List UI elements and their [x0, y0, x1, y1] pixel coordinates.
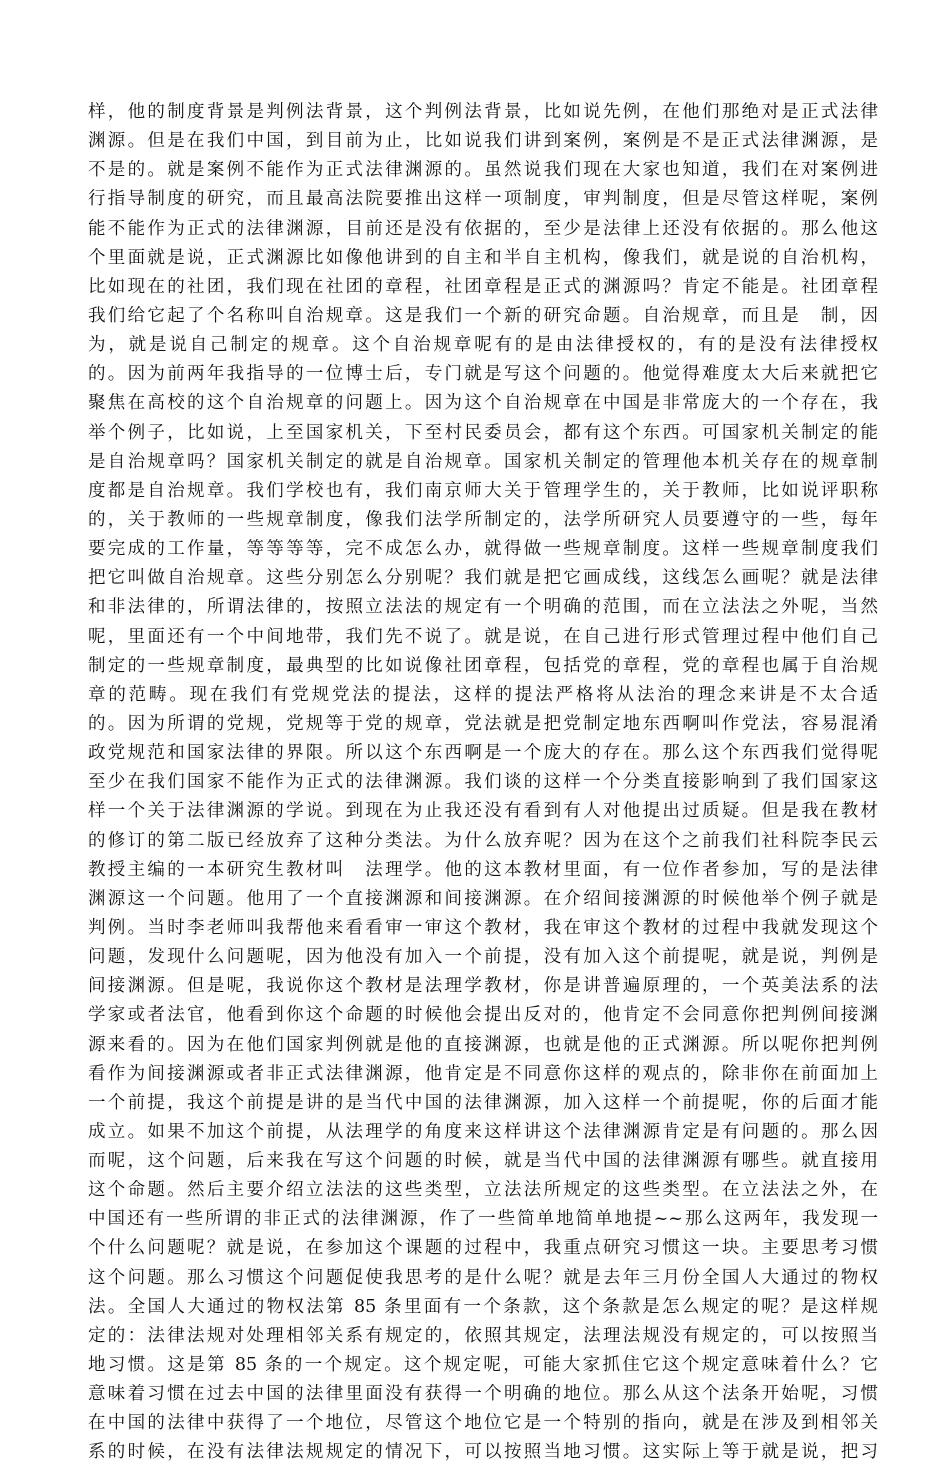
text-line: 度都是自治规章。我们学校也有，我们南京师大关于管理学生的，关于教师，比如说评职称 [88, 480, 878, 501]
text-line: 判例。当时李老师叫我帮他来看看审一审这个教材，我在审这个教材的过程中我就发现这个 [88, 917, 878, 938]
text-line: 源来看的。因为在他们国家判例就是他的直接渊源，也就是他的正式渊源。所以呢你把判例 [88, 1034, 878, 1055]
text-line: 制定的一些规章制度，最典型的比如说像社团章程，包括党的章程，党的章程也属于自治规 [88, 655, 878, 676]
text-line: 意味着习惯在过去中国的法律里面没有获得一个明确的地位。那么从这个法条开始呢，习惯 [88, 1384, 878, 1405]
text-line: 样一个关于法律渊源的学说。到现在为止我还没有看到有人对他提出过质疑。但是我在教材 [88, 801, 878, 822]
text-line: 是自治规章吗？国家机关制定的就是自治规章。国家机关制定的管理他本机关存在的规章制 [88, 451, 878, 472]
text-line: 章的范畴。现在我们有党规党法的提法，这样的提法严格将从法治的理念来讲是不太合适 [88, 684, 878, 705]
text-line: 这个问题。那么习惯这个问题促使我思考的是什么呢？就是去年三月份全国人大通过的物权 [88, 1267, 878, 1288]
text-line: 的修订的第二版已经放弃了这种分类法。为什么放弃呢？因为在这个之前我们社科院李民云 [88, 830, 878, 851]
text-line: 在中国的法律中获得了一个地位，尽管这个地位它是一个特别的指向，就是在涉及到相邻关 [88, 1413, 878, 1434]
text-line: 把它叫做自治规章。这些分别怎么分别呢？我们就是把它画成线，这线怎么画呢？就是法律 [88, 568, 878, 589]
text-line: 渊源。但是在我们中国，到目前为止，比如说我们讲到案例，案例是不是正式法律渊源，是 [88, 131, 878, 152]
text-line: 的。因为前两年我指导的一位博士后，专门就是写这个问题的。他觉得难度太大后来就把它 [88, 364, 878, 385]
text-line: 地习惯。这是第 85 条的一个规定。这个规定呢，可能大家抓住它这个规定意味着什么？它 [88, 1355, 878, 1376]
text-line: 能不能作为正式的法律渊源，目前还是没有依据的，至少是法律上还没有依据的。那么他这 [88, 218, 878, 239]
text-line: 间接渊源。但是呢，我说你这个教材是法理学教材，你是讲普遍原理的，一个英美法系的法 [88, 976, 878, 997]
body-text [88, 98, 878, 1468]
text-line: 而呢，这个问题，后来我在写这个问题的时候，就是当代中国的法律渊源有哪些。就直接用 [88, 1151, 878, 1172]
text-line: 的。因为所谓的党规，党规等于党的规章，党法就是把党制定地东西啊叫作党法，容易混淆 [88, 713, 878, 734]
text-line: 渊源这一个问题。他用了一个直接渊源和间接渊源。在介绍间接渊源的时候他举个例子就是 [88, 888, 878, 909]
text-line: 为，就是说自己制定的规章。这个自治规章呢有的是由法律授权的，有的是没有法律授权 [88, 335, 878, 356]
text-line: 要完成的工作量，等等等等，完不成怎么办，就得做一些规章制度。这样一些规章制度我们 [88, 539, 878, 560]
text-line: 呢，里面还有一个中间地带，我们先不说了。就是说，在自己进行形式管理过程中他们自己 [88, 626, 878, 647]
text-line: 举个例子，比如说，上至国家机关，下至村民委员会，都有这个东西。可国家机关制定的能 [88, 422, 878, 443]
text-line: 和非法律的，所谓法律的，按照立法法的规定有一个明确的范围，而在立法法之外呢，当然 [88, 597, 878, 618]
text-line: 样，他的制度背景是判例法背景，这个判例法背景，比如说先例，在他们那绝对是正式法律 [88, 102, 878, 122]
text-line: 中国还有一些所谓的非正式的法律渊源，作了一些简单地简单地提~~那么这两年，我发现一 [88, 1209, 878, 1230]
text-line: 政党规范和国家法律的界限。所以这个东西啊是一个庞大的存在。那么这个东西我们觉得呢 [88, 743, 878, 764]
text-line: 学家或者法官，他看到你这个命题的时候他会提出反对的，他肯定不会同意你把判例间接渊 [88, 1005, 878, 1026]
text-line: 至少在我们国家不能作为正式的法律渊源。我们谈的这样一个分类直接影响到了我们国家这 [88, 772, 878, 793]
text-line: 聚焦在高校的这个自治规章的问题上。因为这个自治规章在中国是非常庞大的一个存在，我 [88, 393, 878, 414]
text-line: 我们给它起了个名称叫自治规章。这是我们一个新的研究命题。自治规章，而且是 制，因 [88, 305, 878, 326]
text-line: 教授主编的一本研究生教材叫 法理学。他的这本教材里面，有一位作者参加，写的是法律 [88, 859, 878, 880]
text-line: 比如现在的社团，我们现在社团的章程，社团章程是正式的渊源吗？肯定不能是。社团章程 [88, 276, 878, 297]
text-line: 系的时候，在没有法律法规规定的情况下，可以按照当地习惯。这实际上等于就是说，把习 [88, 1442, 878, 1463]
text-line: 看作为间接渊源或者非正式法律渊源，他肯定是不同意你这样的观点的，除非你在前面加上 [88, 1063, 878, 1084]
text-line: 个什么问题呢？就是说，在参加这个课题的过程中，我重点研究习惯这一块。主要思考习惯 [88, 1238, 878, 1259]
text-line: 定的：法律法规对处理相邻关系有规定的，依照其规定，法理法规没有规定的，可以按照当 [88, 1325, 878, 1346]
text-line: 个里面就是说，正式渊源比如像他讲到的自主和半自主机构，像我们，就是说的自治机构， [88, 247, 878, 268]
text-line: 这个命题。然后主要介绍立法法的这些类型，立法法所规定的这些类型。在立法法之外，在 [88, 1180, 878, 1201]
text-line: 成立。如果不加这个前提，从法理学的角度来这样讲这个法律渊源肯定是有问题的。那么因 [88, 1121, 878, 1142]
text-line: 一个前提，我这个前提是讲的是当代中国的法律渊源，加入这样一个前提呢，你的后面才能 [88, 1092, 878, 1113]
text-line: 法。全国人大通过的物权法第 85 条里面有一个条款，这个条款是怎么规定的呢？是这样规 [88, 1296, 878, 1317]
text-line: 的，关于教师的一些规章制度，像我们法学所制定的，法学所研究人员要遵守的一些，每年 [88, 509, 878, 530]
text-line: 不是的。就是案例不能作为正式法律渊源的。虽然说我们现在大家也知道，我们在对案例进 [88, 160, 878, 181]
text-line: 问题，发现什么问题呢，因为他没有加入一个前提，没有加入这个前提呢，就是说，判例是 [88, 947, 878, 968]
text-line: 行指导制度的研究，而且最高法院要推出这样一项制度，审判制度，但是尽管这样呢，案例 [88, 189, 878, 210]
